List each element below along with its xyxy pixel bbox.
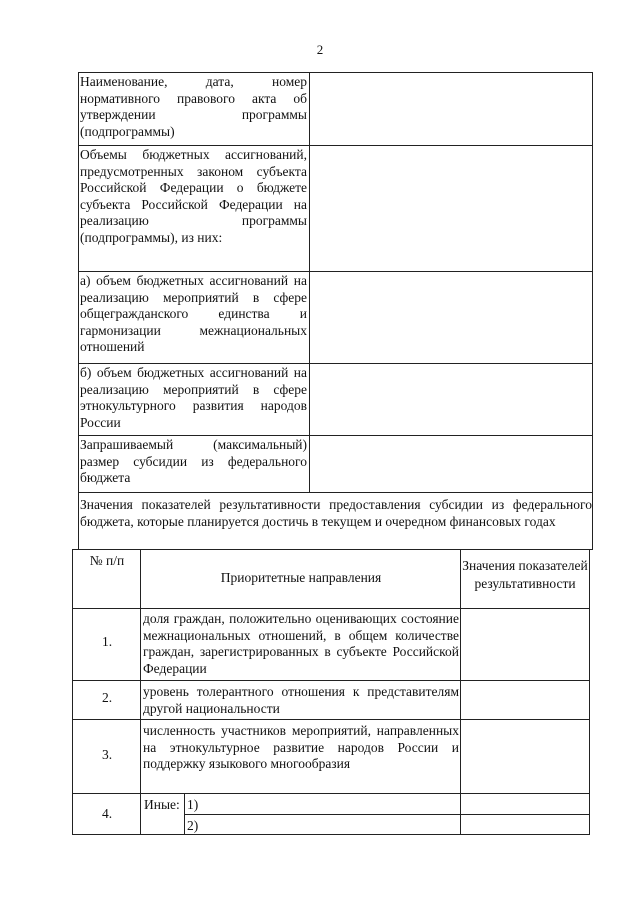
row-3-direction: численность участников мероприятий, направленных на этнокультурное развитие народов России и поддержку языкового многообразия — [143, 723, 459, 771]
indicators-border-right — [589, 549, 590, 835]
row-2-direction: уровень толерантного отношения к представителям другой национальности — [143, 684, 459, 716]
passport-border-row4 — [78, 435, 593, 436]
title-border-bottom — [72, 549, 593, 550]
passport-border-right — [592, 72, 593, 493]
indicators-border-row2 — [72, 719, 590, 720]
header-num: № п/п — [89, 553, 125, 568]
row-4-other-label: Иные: — [144, 797, 180, 812]
passport-label-budget-a: а) объем бюджетных ассигнований на реализацию мероприятий в сфере общегражданского единства и гармонизации межнациональных отношений — [80, 273, 307, 354]
page-number: 2 — [316, 42, 324, 57]
indicators-border-row3 — [72, 793, 590, 794]
indicators-border-col2 — [460, 549, 461, 835]
header-direction: Приоритетные направления — [220, 570, 382, 585]
row-4-num: 4. — [101, 806, 113, 821]
row-4-item-1: 1) — [187, 797, 199, 812]
header-value: Значения показателей результативности — [462, 558, 588, 591]
indicators-border-row1 — [72, 680, 590, 681]
passport-border-row1 — [78, 145, 593, 146]
indicators-border-col1 — [140, 549, 141, 835]
indicators-border-left — [72, 549, 73, 835]
passport-border-left — [78, 72, 79, 493]
passport-label-budget-b: б) объем бюджетных ассигнований на реализацию мероприятий в сфере этнокультурного развития народов России — [80, 365, 307, 430]
passport-label-name-act: Наименование, дата, номер нормативного правового акта об утверждении программы (подпрограммы) — [80, 74, 307, 139]
passport-border-top — [78, 72, 593, 73]
passport-label-max-subsidy: Запрашиваемый (максимальный) размер субсидии из федерального бюджета — [80, 437, 307, 485]
passport-border-row2 — [78, 271, 593, 272]
row-3-num: 3. — [101, 747, 113, 762]
title-border-right — [592, 492, 593, 550]
title-border-left — [78, 492, 79, 550]
passport-border-row5 — [78, 492, 593, 493]
row-1-num: 1. — [101, 634, 113, 649]
indicators-border-other — [184, 793, 185, 835]
passport-border-mid — [309, 72, 310, 493]
indicators-title: Значения показателей результативности предоставления субсидии из федерального бюджета, которые планируется достичь в текущем и очередном финансовых годах — [80, 497, 592, 529]
row-1-direction: доля граждан, положительно оценивающих состояние межнациональных отношений, в общем количестве граждан, зарегистрированных в субъекте Российской Федерации — [143, 611, 459, 676]
passport-label-budget-volume: Объемы бюджетных ассигнований, предусмотренных законом субъекта Российской Федерации о бюджете субъекта Российской Федерации на реализацию программы (подпрограммы), из них: — [80, 147, 307, 245]
indicators-border-row4-inner — [184, 814, 590, 815]
passport-border-row3 — [78, 363, 593, 364]
indicators-border-header — [72, 608, 590, 609]
row-2-num: 2. — [101, 690, 113, 705]
indicators-border-bottom — [72, 834, 590, 835]
row-4-item-2: 2) — [187, 818, 199, 833]
